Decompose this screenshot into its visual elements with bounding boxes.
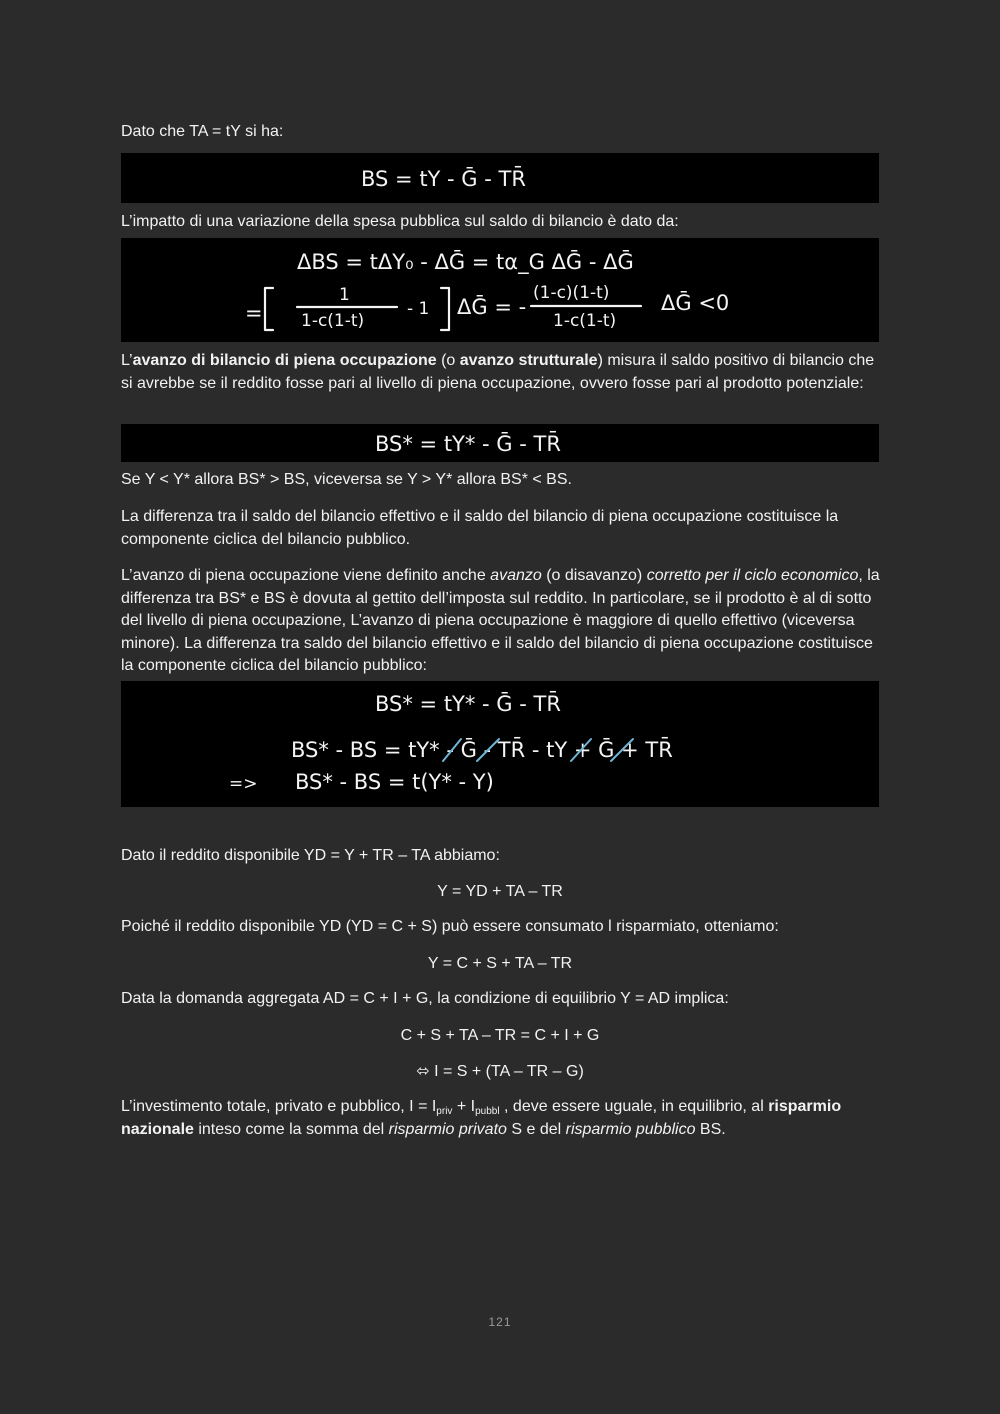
p6-italic-2: corretto per il ciclo economico xyxy=(646,567,859,584)
p11-italic-2: risparmio pubblico xyxy=(565,1120,696,1138)
paragraph-intro: Dato che TA = tY si ha: xyxy=(121,123,284,140)
p11-italic-1: risparmio privato xyxy=(388,1120,507,1138)
p3-bold-1: avanzo di bilancio di piena occupazione xyxy=(132,352,437,369)
p3-text-3: ) misura il saldo positivo di bilancio che si avrebbe se il reddito fosse pari al livello di piena occupazione, ovvero fosse pari al prodotto potenziale: xyxy=(121,352,875,392)
p11-sub-priv: priv xyxy=(436,1106,453,1117)
eq2-end: ΔḠ <0 xyxy=(661,291,730,315)
eq2-line1: ΔBS = tΔY₀ - ΔḠ = tα_G ΔḠ - ΔḠ xyxy=(297,250,634,274)
handwritten-equation-bs xyxy=(121,153,879,203)
eq2-frac2-den: 1-c(1-t) xyxy=(553,311,617,331)
handwritten-equation-delta-bs xyxy=(121,238,879,342)
p11-bold-1: risparmio nazionale xyxy=(121,1098,842,1138)
handwritten-equation-bs-star xyxy=(121,424,879,462)
p6-text-3: , la differenza tra BS* e BS è dovuta al gettito dell’imposta sul reddito. In particolare, se il prodotto è al di sotto del livello di piena occupazione, L’avanzo di piena occupazione è maggiore di quello effettivo (viceversa minore). La differenza tra saldo del bilancio effettivo e il saldo del bilancio di piena occupazione costituisce la componente ciclica del bilancio pubblico: xyxy=(121,567,880,674)
equation-investment: ⬄ I = S + (TA – TR – G) xyxy=(416,1063,584,1080)
paragraph-corretto-ciclo xyxy=(121,565,881,678)
p11-text-6: BS. xyxy=(695,1120,726,1138)
left-bracket xyxy=(265,288,273,330)
eq2-frac2-num: (1-c)(1-t) xyxy=(533,283,610,303)
paragraph-domanda-aggregata: Data la domanda aggregata AD = C + I + G, la condizione di equilibrio Y = AD implica: xyxy=(121,990,729,1007)
paragraph-avanzo-strutturale xyxy=(121,350,881,395)
eq4-line3: BS* - BS = t(Y* - Y) xyxy=(295,770,494,794)
p11-text-4: inteso come la somma del xyxy=(193,1120,389,1138)
p6-text-2: (o disavanzo) xyxy=(541,567,647,584)
eq1-line1: BS = tY - Ḡ - TR̄ xyxy=(361,167,526,191)
p6-text-1: L’avanzo di piena occupazione viene definito anche xyxy=(121,567,491,584)
p11-text-3: , deve essere uguale, in equilibrio, al xyxy=(499,1098,769,1115)
equation-box-bs xyxy=(121,153,879,203)
eq4-line1: BS* = tY* - Ḡ - TR̄ xyxy=(375,692,561,716)
paragraph-impact: L’impatto di una variazione della spesa pubblica sul saldo di bilancio è dato da: xyxy=(121,213,679,230)
p6-italic-1: avanzo xyxy=(490,567,542,584)
paragraph-comparison: Se Y < Y* allora BS* > BS, viceversa se Y > Y* allora BS* < BS. xyxy=(121,471,572,488)
p3-bold-2: avanzo strutturale xyxy=(459,352,598,369)
equation-box-derivation xyxy=(121,681,879,807)
p3-text-2: (o xyxy=(436,352,460,369)
p11-text-2: + I xyxy=(452,1098,476,1115)
equation-box-bs-star xyxy=(121,424,879,462)
eq2-frac1-den: 1-c(1-t) xyxy=(301,311,365,331)
eq2-equals: = xyxy=(245,301,263,325)
eq2-mid: ΔḠ = - xyxy=(457,295,527,319)
eq2-minus-one: - 1 xyxy=(407,299,430,319)
paragraph-componente-ciclica: La differenza tra il saldo del bilancio effettivo e il saldo del bilancio di piena occupazione costituisce la componente ciclica del bilancio pubblico. xyxy=(121,508,839,548)
paragraph-reddito-disponibile: Dato il reddito disponibile YD = Y + TR – TA abbiamo: xyxy=(121,847,500,864)
handwritten-equation-derivation xyxy=(121,681,879,807)
equation-y-cs: Y = C + S + TA – TR xyxy=(427,955,573,972)
eq3-line1: BS* = tY* - Ḡ - TR̄ xyxy=(375,432,561,456)
paragraph-consumo-risparmio: Poiché il reddito disponibile YD (YD = C + S) può essere consumato l risparmiato, otteniamo: xyxy=(121,918,779,935)
eq4-line2: BS* - BS = tY* - Ḡ - TR̄ - tY + Ḡ + TR̄ xyxy=(291,738,673,762)
equation-equilibrium: C + S + TA – TR = C + I + G xyxy=(400,1027,600,1044)
p3-text-1: L’ xyxy=(121,352,133,369)
eq2-frac1-num: 1 xyxy=(339,285,350,305)
p11-text-5: S e del xyxy=(506,1120,566,1138)
p11-sub-pubbl: pubbl xyxy=(475,1106,500,1117)
p11-text-1: L’investimento totale, privato e pubblico, I = I xyxy=(121,1098,437,1115)
right-bracket xyxy=(441,288,449,330)
equation-box-delta-bs xyxy=(121,238,879,342)
equation-y-yd: Y = YD + TA – TR xyxy=(437,883,563,900)
eq4-arrow: => xyxy=(229,774,258,794)
page-number: 121 xyxy=(488,1315,512,1329)
paragraph-risparmio-nazionale xyxy=(121,1096,881,1141)
